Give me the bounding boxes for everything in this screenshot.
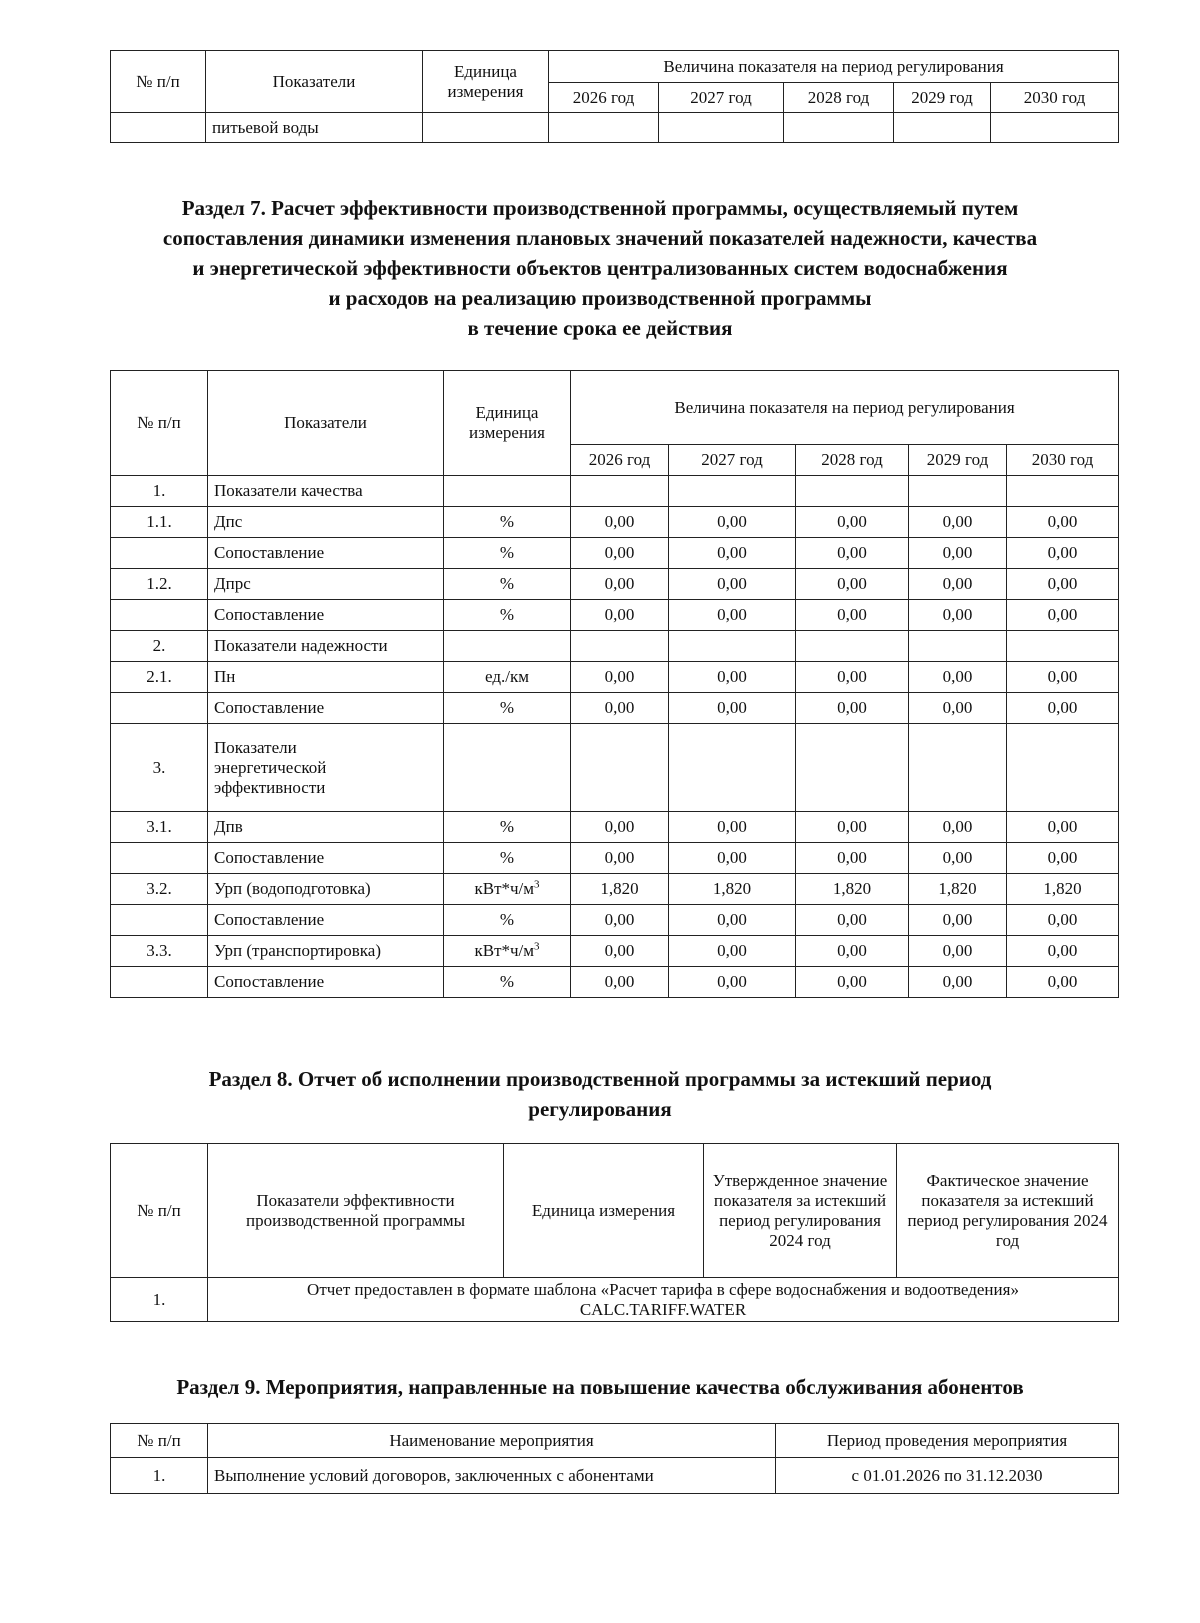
row-value: 0,00 [796, 693, 909, 724]
row-value: 0,00 [571, 600, 669, 631]
row-value [796, 631, 909, 662]
row-value: 1,820 [571, 874, 669, 905]
row-name: Сопоставление [208, 538, 444, 569]
unit-text: % [499, 512, 515, 531]
report-text-line1: Отчет предоставлен в формате шаблона «Расчет тарифа в сфере водоснабжения и водоотведения» [307, 1279, 1019, 1299]
header-value-period: Величина показателя на период регулирования [549, 51, 1119, 83]
row-unit [444, 936, 571, 967]
table-row [111, 905, 1119, 936]
row-value [909, 476, 1007, 507]
table-row [111, 113, 1119, 143]
row-value: 0,00 [796, 936, 909, 967]
row-unit [444, 874, 571, 905]
row-value: 0,00 [909, 693, 1007, 724]
header-year: 2028 год [784, 83, 894, 113]
row-value: 0,00 [909, 936, 1007, 967]
row-report-text [208, 1278, 1119, 1322]
section7-title-line: в течение срока ее действия [467, 316, 733, 340]
table-row [111, 631, 1119, 662]
row-value: 0,00 [571, 936, 669, 967]
row-name: Дпс [208, 507, 444, 538]
row-value [894, 113, 991, 143]
header-year: 2026 год [571, 445, 669, 476]
row-value: 0,00 [669, 843, 796, 874]
row-value: 0,00 [796, 905, 909, 936]
unit-text: % [499, 848, 515, 867]
header-year: 2028 год [796, 445, 909, 476]
unit-text: кВт*ч/м [474, 941, 535, 960]
row-unit [444, 693, 571, 724]
header-unit: Единица измерения [504, 1144, 704, 1278]
row-unit [444, 631, 571, 662]
row-value: 0,00 [571, 662, 669, 693]
table-row [111, 569, 1119, 600]
row-value: 0,00 [796, 662, 909, 693]
row-value: 0,00 [909, 569, 1007, 600]
row-value: 1,820 [1007, 874, 1119, 905]
row-value: 0,00 [909, 538, 1007, 569]
header-year: 2029 год [909, 445, 1007, 476]
row-num: 1.1. [111, 507, 208, 538]
row-name: Сопоставление [208, 600, 444, 631]
row-value: 0,00 [796, 843, 909, 874]
table-row [111, 662, 1119, 693]
header-indicators: Показатели [208, 371, 444, 476]
row-num [111, 967, 208, 998]
row-num [111, 905, 208, 936]
row-value: 0,00 [571, 507, 669, 538]
row-value [571, 476, 669, 507]
header-year: 2027 год [669, 445, 796, 476]
table-row [111, 476, 1119, 507]
table-row [111, 936, 1119, 967]
row-value: 0,00 [909, 507, 1007, 538]
header-num: № п/п [111, 371, 208, 476]
row-value [669, 724, 796, 812]
header-year: 2030 год [991, 83, 1119, 113]
table-row [111, 538, 1119, 569]
row-num: 3.1. [111, 812, 208, 843]
row-value: 0,00 [571, 569, 669, 600]
row-unit [444, 569, 571, 600]
row-value [669, 476, 796, 507]
row-value: 0,00 [669, 967, 796, 998]
row-value [1007, 631, 1119, 662]
unit-superscript: 3 [534, 878, 540, 891]
row-name: Выполнение условий договоров, заключенных с абонентами [208, 1458, 776, 1494]
row-value: 0,00 [1007, 967, 1119, 998]
row-name: питьевой воды [206, 113, 423, 143]
row-name: Дпрс [208, 569, 444, 600]
table-row [111, 1458, 1119, 1494]
row-value [909, 724, 1007, 812]
header-period: Период проведения мероприятия [776, 1424, 1119, 1458]
row-unit [444, 507, 571, 538]
table-row [111, 600, 1119, 631]
row-value [659, 113, 784, 143]
row-value: 1,820 [796, 874, 909, 905]
unit-superscript: 3 [534, 940, 540, 953]
row-num: 2.1. [111, 662, 208, 693]
row-value [909, 631, 1007, 662]
row-unit [444, 724, 571, 812]
row-value: 0,00 [1007, 936, 1119, 967]
header-year: 2027 год [659, 83, 784, 113]
row-value: 0,00 [571, 905, 669, 936]
row-num [111, 600, 208, 631]
row-unit [423, 113, 549, 143]
table-row [111, 724, 1119, 812]
table-row [111, 1278, 1119, 1322]
row-value: 0,00 [909, 662, 1007, 693]
unit-text: % [499, 910, 515, 929]
header-name: Наименование мероприятия [208, 1424, 776, 1458]
row-value [796, 724, 909, 812]
row-value: 0,00 [1007, 905, 1119, 936]
unit-text: ед./км [485, 667, 529, 686]
row-name: Показатели качества [208, 476, 444, 507]
row-value: 0,00 [796, 600, 909, 631]
row-num: 2. [111, 631, 208, 662]
row-value: 0,00 [669, 600, 796, 631]
table-top [110, 50, 1119, 143]
row-value: 0,00 [1007, 538, 1119, 569]
section8-table [110, 1143, 1119, 1322]
row-value: 0,00 [909, 967, 1007, 998]
section7-title-line: и расходов на реализацию производственной программы [328, 286, 872, 310]
row-period: с 01.01.2026 по 31.12.2030 [776, 1458, 1119, 1494]
row-value: 0,00 [909, 905, 1007, 936]
row-value [1007, 476, 1119, 507]
row-value [991, 113, 1119, 143]
row-value: 0,00 [669, 905, 796, 936]
row-value: 0,00 [796, 538, 909, 569]
row-num: 3.2. [111, 874, 208, 905]
row-value: 0,00 [1007, 843, 1119, 874]
unit-text: % [499, 817, 515, 836]
row-value: 0,00 [669, 507, 796, 538]
row-num [111, 693, 208, 724]
row-value: 0,00 [669, 693, 796, 724]
table-row [111, 812, 1119, 843]
header-indicators: Показатели эффективности производственной программы [208, 1144, 504, 1278]
row-name: Показатели энергетической эффективности [208, 724, 444, 812]
header-year: 2026 год [549, 83, 659, 113]
row-name: Сопоставление [208, 967, 444, 998]
row-value: 0,00 [571, 693, 669, 724]
unit-text: % [499, 972, 515, 991]
row-value: 0,00 [1007, 600, 1119, 631]
row-value: 0,00 [571, 538, 669, 569]
row-value: 0,00 [571, 812, 669, 843]
row-value: 0,00 [796, 812, 909, 843]
row-value: 0,00 [669, 662, 796, 693]
row-name: Показатели надежности [208, 631, 444, 662]
row-value: 0,00 [669, 936, 796, 967]
row-value: 0,00 [669, 569, 796, 600]
unit-text: % [499, 605, 515, 624]
table-row [111, 693, 1119, 724]
table-row [111, 507, 1119, 538]
row-num [111, 538, 208, 569]
row-value: 0,00 [796, 507, 909, 538]
section8-title-line: регулирования [528, 1097, 672, 1121]
row-value: 1,820 [669, 874, 796, 905]
section8-title-line: Раздел 8. Отчет об исполнении производственной программы за истекший период [208, 1067, 992, 1091]
header-unit: Единица измерения [423, 51, 549, 113]
header-unit: Единица измерения [444, 371, 571, 476]
row-value: 0,00 [1007, 812, 1119, 843]
row-num [111, 113, 206, 143]
row-name: Сопоставление [208, 693, 444, 724]
section7-table [110, 370, 1119, 998]
row-num: 3. [111, 724, 208, 812]
row-unit [444, 812, 571, 843]
header-indicators: Показатели [206, 51, 423, 113]
row-value: 0,00 [571, 843, 669, 874]
header-num: № п/п [111, 1144, 208, 1278]
row-name: Урп (водоподготовка) [208, 874, 444, 905]
unit-text: % [499, 543, 515, 562]
table-row [111, 874, 1119, 905]
table-row [111, 843, 1119, 874]
section7-title-line: Раздел 7. Расчет эффективности производственной программы, осуществляемый путем [181, 196, 1019, 220]
row-unit [444, 905, 571, 936]
section9-title: Раздел 9. Мероприятия, направленные на повышение качества обслуживания абонентов [176, 1375, 1024, 1399]
row-value: 0,00 [1007, 507, 1119, 538]
unit-text: кВт*ч/м [474, 879, 535, 898]
row-unit [444, 662, 571, 693]
row-value: 0,00 [1007, 662, 1119, 693]
report-text-line2: CALC.TARIFF.WATER [579, 1299, 747, 1319]
header-year: 2030 год [1007, 445, 1119, 476]
row-num [111, 843, 208, 874]
header-year: 2029 год [894, 83, 991, 113]
unit-text: % [499, 698, 515, 717]
row-unit [444, 967, 571, 998]
section9-table [110, 1423, 1119, 1494]
header-approved: Утвержденное значение показателя за истекший период регулирования 2024 год [704, 1144, 897, 1278]
header-num: № п/п [111, 1424, 208, 1458]
row-value: 0,00 [571, 967, 669, 998]
header-value-period: Величина показателя на период регулирования [571, 371, 1119, 445]
section7-title-line: сопоставления динамики изменения плановых значений показателей надежности, качества [162, 226, 1038, 250]
row-value: 0,00 [1007, 693, 1119, 724]
row-name: Пн [208, 662, 444, 693]
row-value [549, 113, 659, 143]
row-value [571, 631, 669, 662]
row-value: 0,00 [669, 538, 796, 569]
row-value: 0,00 [796, 967, 909, 998]
row-num: 1. [111, 1458, 208, 1494]
row-value: 0,00 [1007, 569, 1119, 600]
row-name: Сопоставление [208, 843, 444, 874]
row-num: 1. [111, 476, 208, 507]
row-value [669, 631, 796, 662]
section7-title-line: и энергетической эффективности объектов централизованных систем водоснабжения [192, 256, 1008, 280]
table-row [111, 967, 1119, 998]
row-value: 0,00 [796, 569, 909, 600]
row-name: Урп (транспортировка) [208, 936, 444, 967]
row-value [784, 113, 894, 143]
row-value: 0,00 [909, 600, 1007, 631]
row-name: Дпв [208, 812, 444, 843]
row-unit [444, 538, 571, 569]
header-num: № п/п [111, 51, 206, 113]
row-name: Сопоставление [208, 905, 444, 936]
row-num: 1. [111, 1278, 208, 1322]
row-value: 0,00 [669, 812, 796, 843]
row-value [796, 476, 909, 507]
row-value: 0,00 [909, 812, 1007, 843]
row-unit [444, 600, 571, 631]
row-num: 1.2. [111, 569, 208, 600]
row-value [1007, 724, 1119, 812]
header-actual: Фактическое значение показателя за истекший период регулирования 2024 год [897, 1144, 1119, 1278]
row-value: 1,820 [909, 874, 1007, 905]
unit-text: % [499, 574, 515, 593]
row-value: 0,00 [909, 843, 1007, 874]
row-unit [444, 843, 571, 874]
row-num: 3.3. [111, 936, 208, 967]
row-value [571, 724, 669, 812]
row-unit [444, 476, 571, 507]
